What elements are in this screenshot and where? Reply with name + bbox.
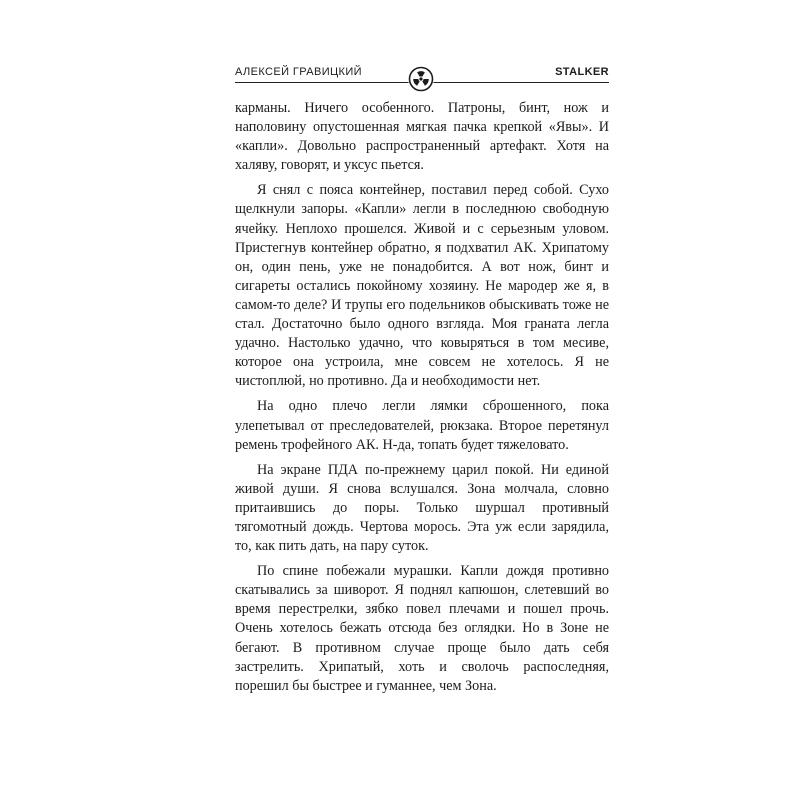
paragraph: По спине побежали мурашки. Капли дождя противно скатывались за шиворот. Я поднял капюшон, слетевший во время перестрелки, зябко повел плечами и пошел прочь. Очень хотелось бежать отсюда без оглядки. Но в Зоне не бегают. В противном случае проще было дать себя застрелить. Хрипатый, хоть и сволочь распоследняя, порешил бы быстрее и гуманнее, чем Зона. bbox=[235, 563, 609, 694]
paragraph: На экране ПДА по-прежнему царил покой. Ни единой живой души. Я снова вслушался. Зона молчала, словно притаившись до поры. Только шуршал противный тягомотный дождь. Чертова морось. Эта уж если зарядила, то, как пить дать, на пару суток. bbox=[235, 461, 609, 555]
body-text bbox=[235, 99, 609, 702]
radiation-icon bbox=[408, 66, 434, 92]
paragraph: На одно плечо легли лямки сброшенного, пока улепетывал от преследователей, рюкзака. Второе перетянул ремень трофейного АК. Н-да, топать будет тяжеловато. bbox=[235, 398, 609, 453]
paragraph: карманы. Ничего особенного. Патроны, бинт, нож и наполовину опустошенная мягкая пачка крепкой «Явы». И «капли». Довольно распространенный артефакт. Хотя на халяву, говорят, и уксус пьется. bbox=[235, 100, 609, 174]
series-title: STALKER bbox=[555, 66, 609, 78]
book-page bbox=[235, 62, 609, 694]
paragraph: Я снял с пояса контейнер, поставил перед собой. Сухо щелкнули запоры. «Капли» легли в последнюю свободную ячейку. Неплохо прошелся. Живой и с серьезным уловом. Пристегнув контейнер обратно, я подхватил АК. Хрипатому он, один пень, уже не понадобится. А вот нож, бинт и сигареты остались покойному хозяину. Не мародер же я, в самом-то деле? И трупы его подельников обыскивать тоже не стал. Достаточно было одного взгляда. Моя граната легла удачно. Настолько удачно, что ковыряться в том месиве, которое она устроила, мне совсем не хотелось. Я не чистоплюй, но противно. Да и необходимости нет. bbox=[235, 182, 609, 390]
running-header bbox=[235, 62, 609, 84]
author-name: АЛЕКСЕЙ ГРАВИЦКИЙ bbox=[235, 66, 362, 78]
